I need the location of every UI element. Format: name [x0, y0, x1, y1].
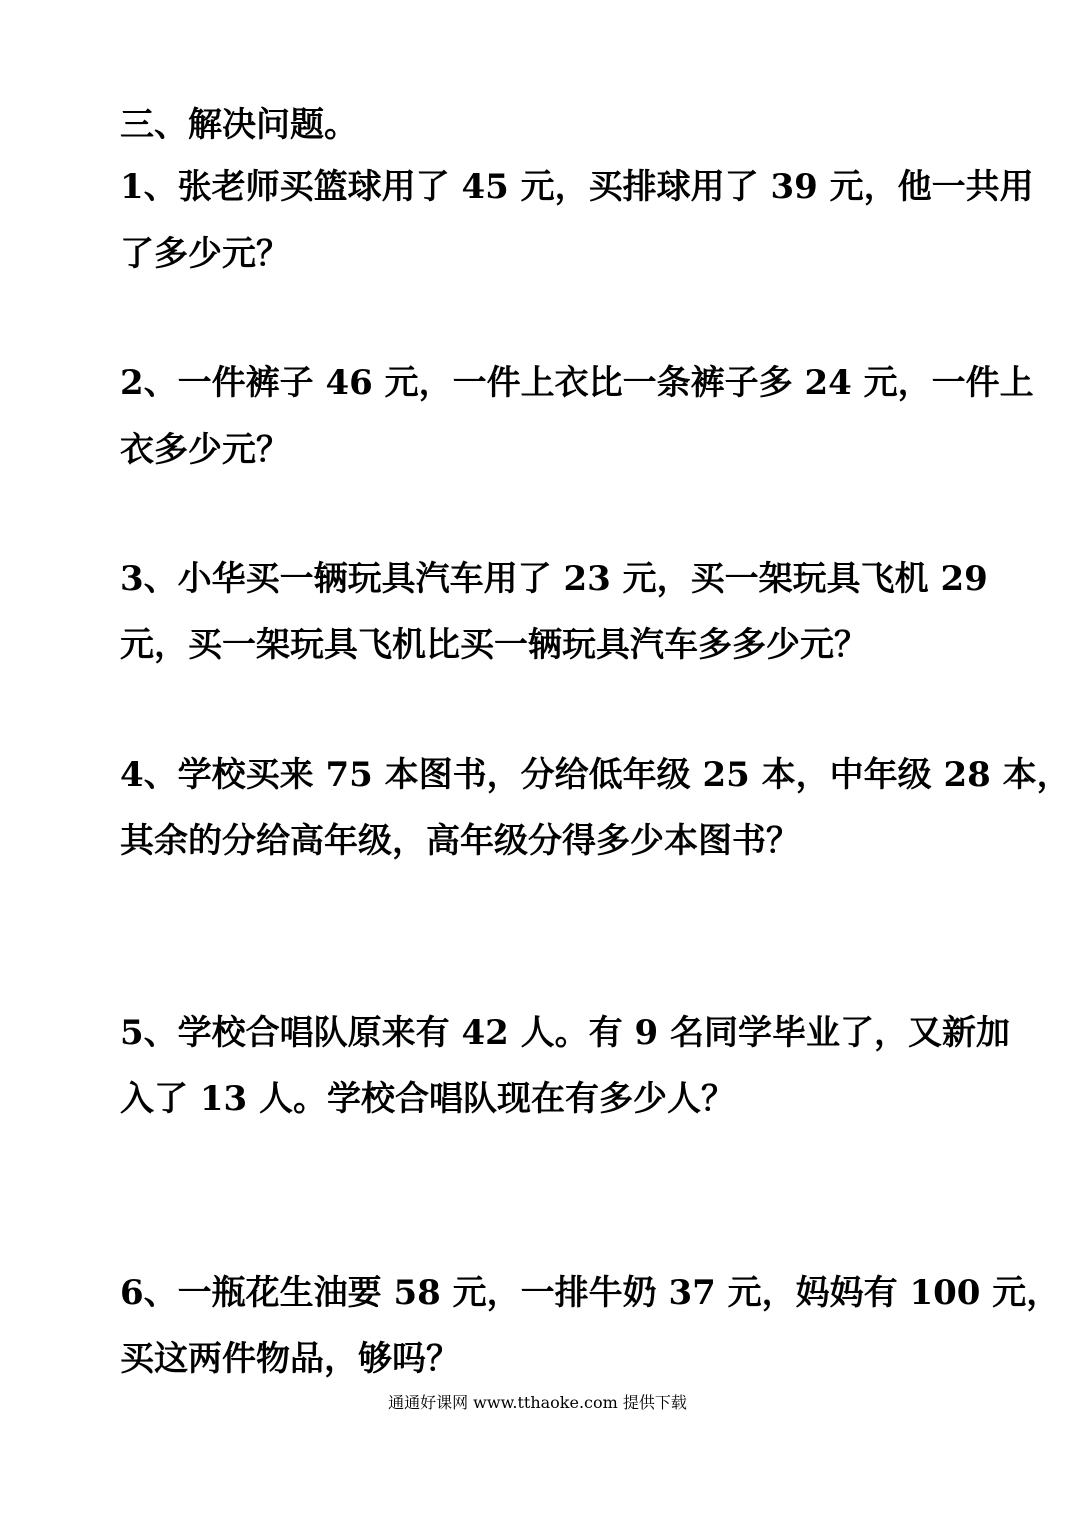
problem-3-line-2: 元，买一架玩具飞机比买一辆玩具汽车多多少元？	[120, 625, 868, 665]
section-title: 三、解决问题。	[120, 105, 358, 145]
problem-2-line-2: 衣多少元？	[120, 430, 290, 470]
problem-6-line-2: 买这两件物品，够吗？	[120, 1339, 460, 1379]
problem-6-line-1: 6、一瓶花生油要 58 元，一排牛奶 37 元，妈妈有 100 元，	[120, 1273, 1061, 1313]
problem-5-line-1: 5、学校合唱队原来有 42 人。有 9 名同学毕业了，又新加	[120, 1013, 1010, 1053]
footer-credit: 通通好课网 www.tthaoke.com 提供下载	[388, 1393, 687, 1412]
problem-3-line-1: 3、小华买一辆玩具汽车用了 23 元，买一架玩具飞机 29	[120, 559, 988, 599]
problem-4-line-2: 其余的分给高年级，高年级分得多少本图书？	[120, 821, 800, 861]
problem-5-line-2: 入了 13 人。学校合唱队现在有多少人？	[120, 1079, 735, 1119]
problem-1-line-2: 了多少元？	[120, 234, 290, 274]
problem-1-line-1: 1、张老师买篮球用了 45 元，买排球用了 39 元，他一共用	[120, 167, 1034, 207]
problem-2-line-1: 2、一件裤子 46 元，一件上衣比一条裤子多 24 元，一件上	[120, 363, 1034, 403]
problem-4-line-1: 4、学校买来 75 本图书，分给低年级 25 本，中年级 28 本，	[120, 755, 1071, 795]
